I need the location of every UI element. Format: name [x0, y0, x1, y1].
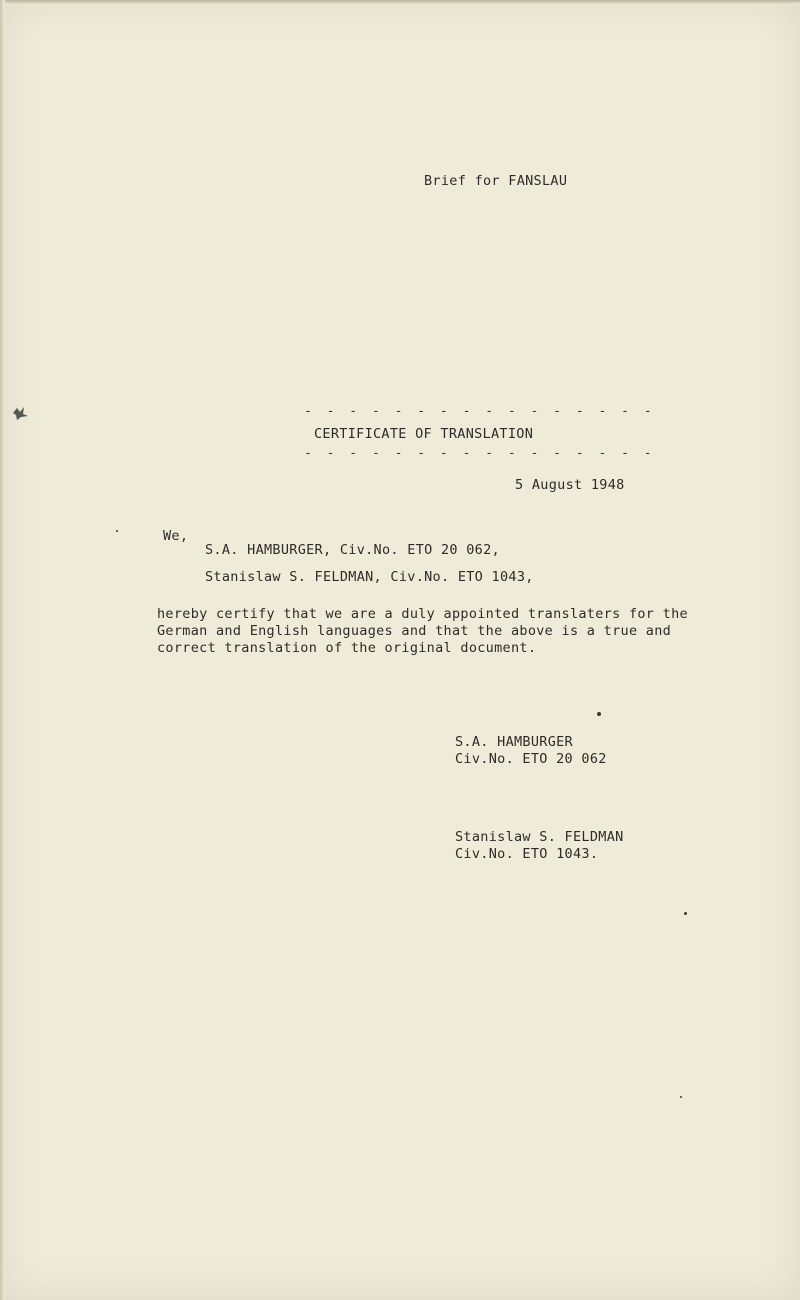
salutation: We,	[163, 528, 189, 544]
paper-speck	[680, 1096, 682, 1098]
translator-1: S.A. HAMBURGER, Civ.No. ETO 20 062,	[205, 542, 500, 558]
translator-2: Stanislaw S. FELDMAN, Civ.No. ETO 1043,	[205, 569, 534, 585]
paper-speck	[684, 912, 687, 915]
title-rule-top: - - - - - - - - - - - - - - - -	[304, 404, 656, 419]
signature-2-name: Stanislaw S. FELDMAN	[455, 829, 624, 845]
signature-1-civ-no: Civ.No. ETO 20 062	[455, 751, 607, 767]
statement-line-3: correct translation of the original document.	[157, 640, 537, 656]
paper-speck	[597, 712, 601, 716]
signature-2-civ-no: Civ.No. ETO 1043.	[455, 846, 599, 862]
page-top-edge	[0, 0, 800, 5]
statement-line-1: hereby certify that we are a duly appointed translaters for the	[157, 606, 688, 622]
paper-speck	[116, 530, 118, 532]
certificate-title: CERTIFICATE OF TRANSLATION	[314, 426, 534, 442]
signature-1-name: S.A. HAMBURGER	[455, 734, 573, 750]
title-rule-bottom: - - - - - - - - - - - - - - - -	[304, 446, 656, 461]
page-left-edge	[0, 0, 5, 1300]
statement-line-2: German and English languages and that the above is a true and	[157, 623, 672, 639]
certificate-date: 5 August 1948	[515, 477, 625, 493]
ink-smudge	[11, 405, 31, 421]
brief-header: Brief for FANSLAU	[424, 173, 568, 189]
